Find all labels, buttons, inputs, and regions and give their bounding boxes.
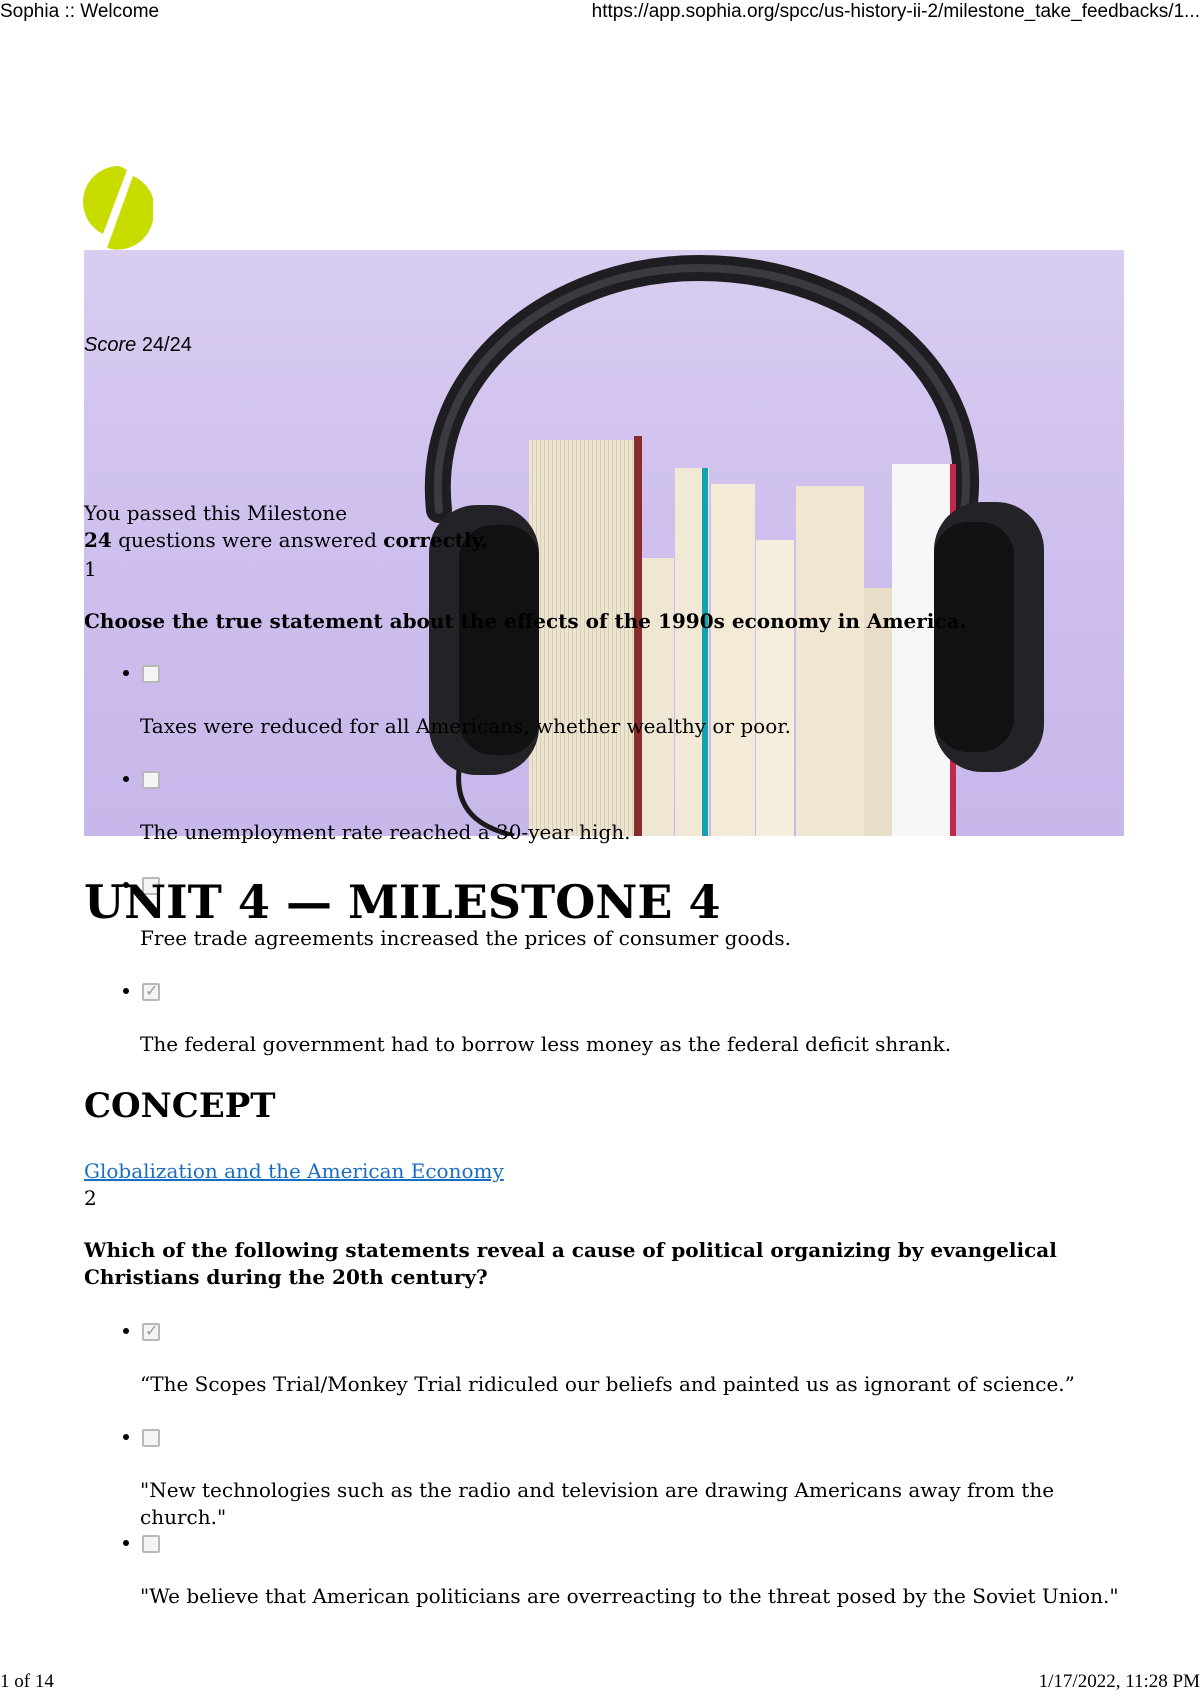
score-label: Score [84,334,137,356]
answer-option [142,1530,1124,1636]
concept-link[interactable]: Globalization and the American Economy [84,1159,504,1183]
correct-count-text: questions were answered [118,528,377,552]
sophia-logo [83,166,153,250]
answer-text: • "We believe that American politicians are overreacting to the threat posed by the Soviet Union." [140,1584,1119,1608]
answer-checkbox-checked[interactable] [142,983,160,1001]
score-display [84,334,192,357]
answer-option [142,766,951,872]
concept-heading: CONCEPT [84,1086,276,1126]
correct-word: correctly. [383,528,488,552]
answer-option [142,1424,1124,1530]
answer-option [142,978,951,1084]
print-header [0,0,1200,24]
score-value: 24/24 [141,334,192,356]
answer-text: • "New technologies such as the radio and television are drawing Americans away from the church." [140,1478,1055,1529]
answer-text: • Taxes were reduced for all Americans, whether wealthy or poor. [140,714,791,738]
question-number: 2 [84,1186,97,1210]
result-summary [84,500,488,554]
answer-checkbox[interactable] [142,771,160,789]
unit-title: UNIT 4 — MILESTONE 4 [84,875,721,929]
answer-text: • Free trade agreements increased the prices of consumer goods. [140,926,791,950]
answer-checkbox-checked[interactable] [142,1323,160,1341]
page-count: 1 of 14 [0,1671,54,1692]
answer-checkbox[interactable] [142,665,160,683]
answer-checkbox[interactable] [142,1535,160,1553]
answer-list [84,660,951,1084]
correct-count: 24 [84,528,112,552]
question-number: 1 [84,557,97,581]
question-text: Which of the following statements reveal a cause of political organizing by evangelical Christians during the 20th century? [84,1238,1057,1289]
page-title: Sophia :: Welcome [0,1,160,22]
page-url: https://app.sophia.org/spcc/us-history-ii-2/milestone_take_feedbacks/1... [591,1,1200,22]
answer-option [142,660,951,766]
correct-count-line [84,527,488,554]
answer-list [84,1318,1124,1636]
answer-text: • “The Scopes Trial/Monkey Trial ridiculed our beliefs and painted us as ignorant of science.” [140,1372,1075,1396]
passed-message: You passed this Milestone [84,501,348,525]
answer-checkbox[interactable] [142,1429,160,1447]
answer-option [142,1318,1124,1424]
print-footer [0,1670,1200,1694]
question-text: Choose the true statement about the effects of the 1990s economy in America. [84,609,967,633]
answer-text: • The federal government had to borrow less money as the federal deficit shrank. [140,1032,952,1056]
answer-text: • The unemployment rate reached a 30-year high. [140,820,631,844]
print-datetime: 1/17/2022, 11:28 PM [1038,1671,1200,1692]
sophia-logo-icon [83,166,153,250]
